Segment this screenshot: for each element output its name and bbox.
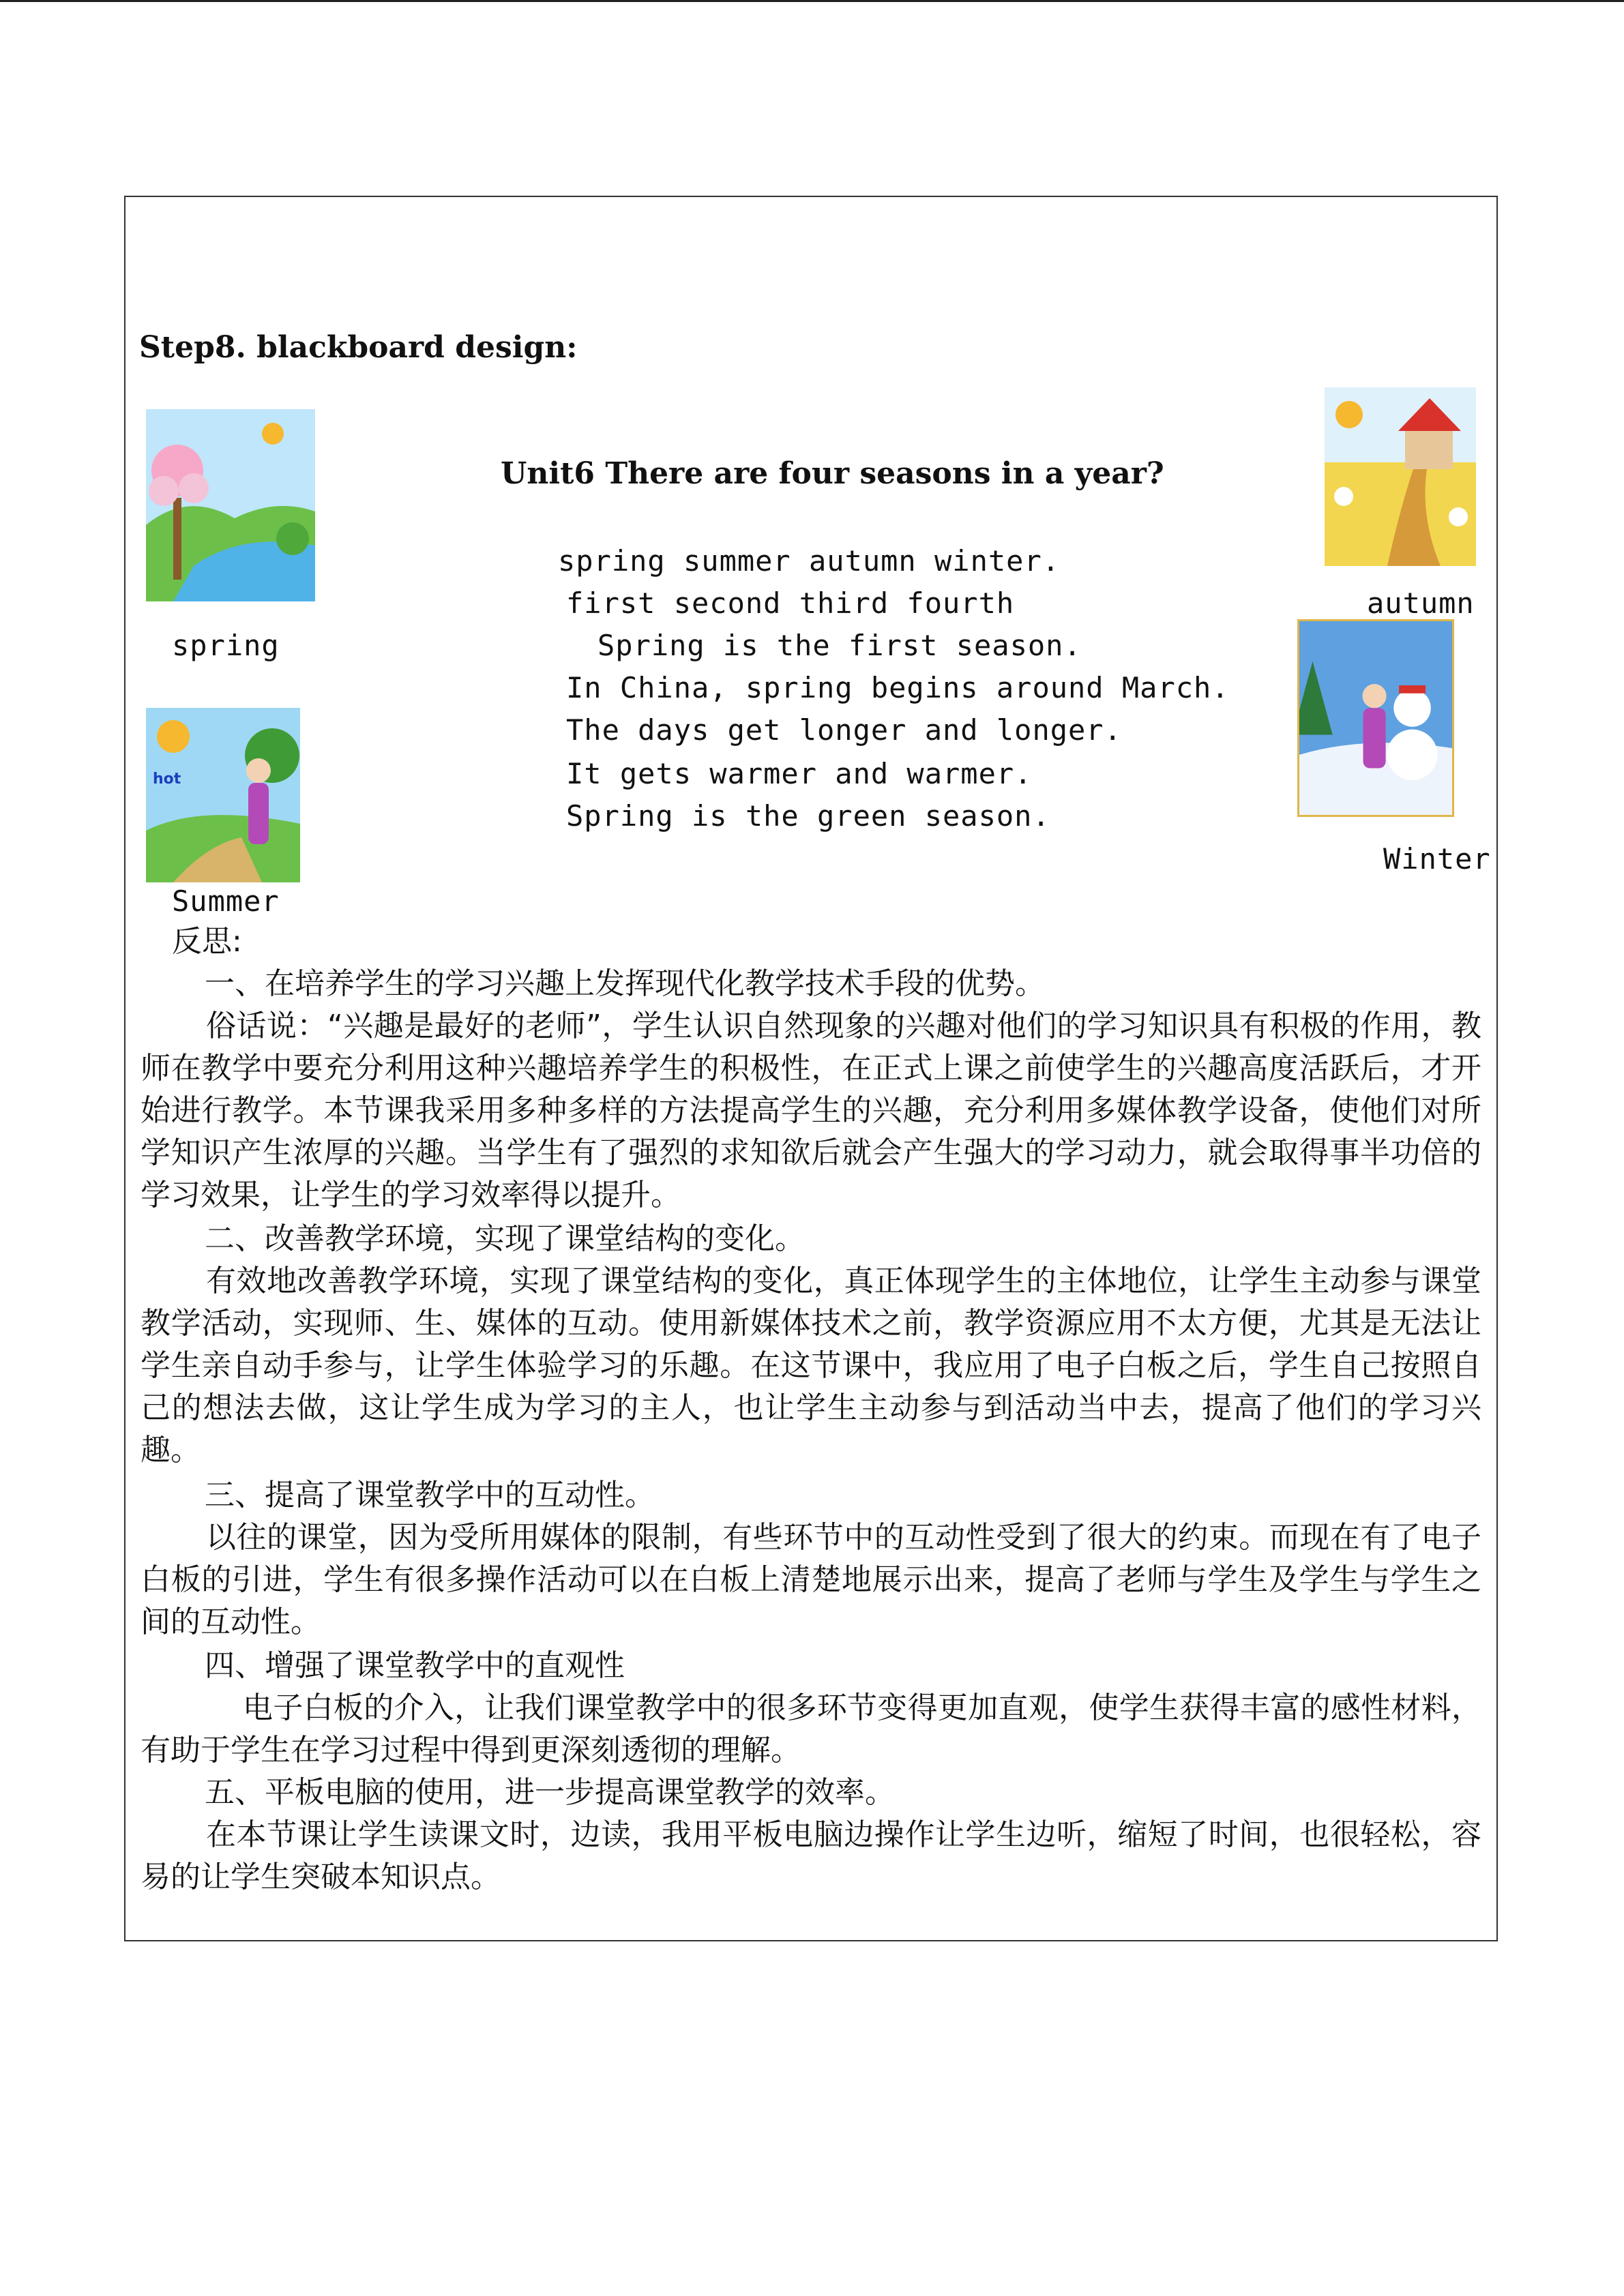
summer-illustration (146, 708, 300, 882)
ordinals-line: first second third fourth (566, 586, 1015, 620)
board-line-5: Spring is the green season. (566, 799, 1050, 833)
reflection-paragraph-2: 有效地改善教学环境，实现了课堂结构的变化，真正体现学生的主体地位，让学生主动参与课堂教学活动，实现师、生、媒体的互动。使用新媒体技术之前，教学资源应用不太方便，尤其是无法让学生亲自动手参与，让学生体验学习的乐趣。在这节课中，我应用了电子白板之后，学生自己按照自己的想法去做，这让学生成为学习的主人，也让学生主动参与到活动当中去，提高了他们的学习兴趣。 (141, 1264, 1481, 1467)
autumn-illustration (1325, 387, 1476, 566)
reflection-heading-4: 四、增强了课堂教学中的直观性 (205, 1648, 625, 1683)
reflection-paragraph-3: 以往的课堂，因为受所用媒体的限制，有些环节中的互动性受到了很大的约束。而现在有了电子白板的引进，学生有很多操作活动可以在白板上清楚地展示出来，提高了老师与学生及学生与学生之间的互动性。 (141, 1520, 1481, 1639)
reflection-heading-3: 三、提高了课堂教学中的互动性。 (205, 1478, 655, 1512)
board-line-1: Spring is the first season. (597, 629, 1082, 662)
board-line-4: It gets warmer and warmer. (566, 757, 1033, 790)
reflection-heading-2: 二、改善教学环境，实现了课堂结构的变化。 (205, 1221, 805, 1256)
board-line-2: In China, spring begins around March. (566, 671, 1230, 704)
winter-caption: Winter (1383, 842, 1491, 876)
spring-illustration (146, 409, 315, 601)
autumn-caption: autumn (1367, 586, 1475, 620)
top-border-line (0, 0, 1624, 2)
summer-caption: Summer (172, 884, 280, 918)
hot-label: hot (153, 771, 181, 788)
reflection-heading-5: 五、平板电脑的使用，进一步提高课堂教学的效率。 (205, 1775, 895, 1810)
reflection-paragraph-1: 俗话说：“兴趣是最好的老师”，学生认识自然现象的兴趣对他们的学习知识具有积极的作用，教师在教学中要充分利用这种兴趣培养学生的积极性，在正式上课之前使学生的兴趣高度活跃后，才开始进行教学。本节课我采用多种多样的方法提高学生的兴趣，充分利用多媒体教学设备，使他们对所学知识产生浓厚的兴趣。当学生有了强烈的求知欲后就会产生强大的学习动力，就会取得事半功倍的学习效果，让学生的学习效率得以提升。 (141, 1009, 1481, 1212)
unit-title: Unit6 There are four seasons in a year? (501, 456, 1164, 491)
board-line-3: The days get longer and longer. (566, 713, 1122, 747)
seasons-line: spring summer autumn winter. (558, 544, 1061, 578)
winter-illustration (1297, 619, 1454, 817)
reflection-label: 反思: (172, 924, 242, 959)
reflection-paragraph-5: 在本节课让学生读课文时，边读，我用平板电脑边操作让学生边听，缩短了时间，也很轻松，容易的让学生突破本知识点。 (141, 1817, 1481, 1894)
step-heading: Step8. blackboard design: (139, 330, 578, 365)
spring-caption: spring (172, 629, 280, 662)
reflection-heading-1: 一、在培养学生的学习兴趣上发挥现代化教学技术手段的优势。 (205, 966, 1045, 1001)
reflection-paragraph-4: 电子白板的介入，让我们课堂教学中的很多环节变得更加直观，使学生获得丰富的感性材料，有助于学生在学习过程中得到更深刻透彻的理解。 (141, 1690, 1481, 1768)
